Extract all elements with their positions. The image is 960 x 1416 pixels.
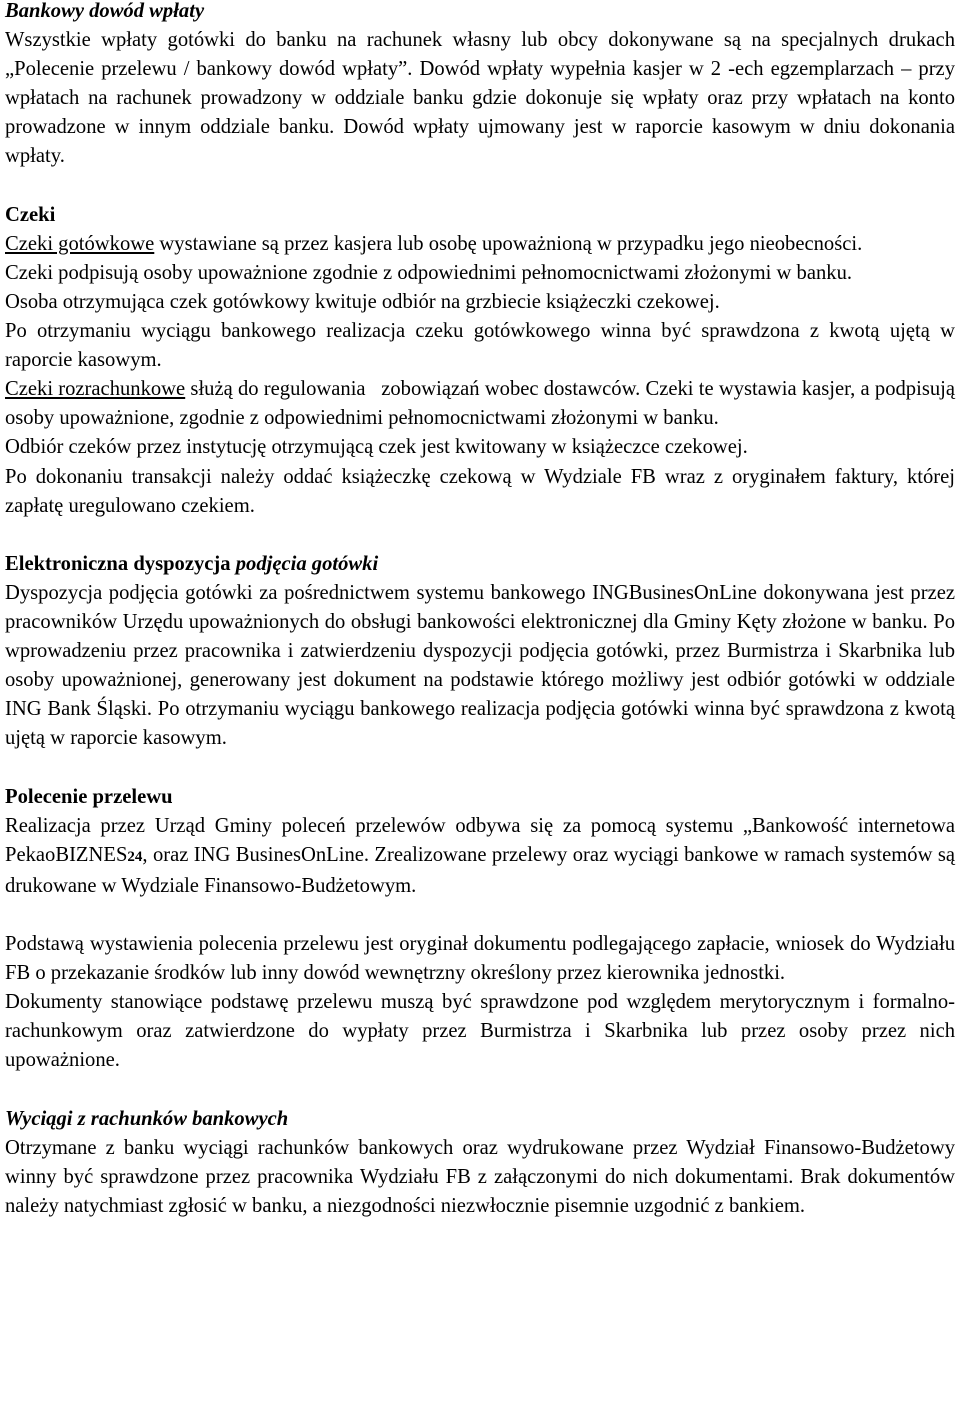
heading-bold-part: Elektroniczna dyspozycja [5,552,236,575]
paragraph: Osoba otrzymująca czek gotówkowy kwituje odbiór na grzbiecie książeczki czekowej. [5,290,720,313]
section-heading: Bankowy dowód wpłaty [5,0,205,22]
section-bank-deposit [5,0,955,172]
spacer [5,901,955,930]
section-cheques [5,201,960,521]
paragraph-text: służą do regulowania zobowiązań wobec dostawców. Czeki te wystawia kasjer, a podpisują osoby upoważnione, zgodnie z odpowiednimi pełnomocnictwami złożonymi w banku. [5,378,960,430]
heading-bold-italic-part: podjęcia gotówki [235,552,379,575]
section-bank-statements [5,1105,955,1221]
paragraph [5,812,955,901]
spacer [5,172,955,201]
paragraph: Czeki podpisują osoby upoważnione zgodnie z odpowiednimi pełnomocnictwami złożonymi w banku. [5,261,853,284]
paragraph: Otrzymane z banku wyciągi rachunków bankowych oraz wydrukowane przez Wydział Finansowo-Budżetowy winny być sprawdzone przez pracownika Wydziału FB z załączonymi do nich dokumentami. Brak dokumentów należy natychmiast zgłosić w banku, a niezgodności niezwłocznie pisemnie uzgodnić z bankiem. [5,1136,955,1217]
section-heading: Czeki [5,203,56,226]
section-electronic-withdrawal [5,550,955,754]
section-transfer-order [5,783,955,1076]
paragraph: Odbiór czeków przez instytucję otrzymującą czek jest kwitowany w książeczce czekowej. [5,436,748,459]
paragraph: Dokumenty stanowiące podstawę przelewu muszą być sprawdzone pod względem merytorycznym i formalno-rachunkowym oraz zatwierdzone do wypłaty przez Burmistrza i Skarbnika lub przez osoby przez nich upoważnione. [5,991,955,1072]
paragraph: Po dokonaniu transakcji należy oddać książeczkę czekową w Wydziale FB wraz z oryginałem faktury, której zapłatę uregulowano czekiem. [5,465,955,517]
paragraph: Podstawą wystawienia polecenia przelewu jest oryginał dokumentu podlegającego zapłacie, wniosek do Wydziału FB o przekazanie środków lub inny dowód wewnętrzny określony przez kierownika jednostki. [5,933,955,985]
paragraph: Po otrzymaniu wyciągu bankowego realizacja czeku gotówkowego winna być sprawdzona z kwotą ujętą w raporcie kasowym. [5,320,955,372]
section-heading: Wyciągi z rachunków bankowych [5,1107,289,1130]
paragraph [5,230,955,259]
section-heading [5,550,955,579]
spacer [5,753,955,782]
paragraph: Dyspozycja podjęcia gotówki za pośrednictwem systemu bankowego INGBusinesOnLine dokonywana jest przez pracowników Urzędu upoważnionych do obsługi bankowości elektronicznej dla Gminy Kęty złożone w banku. Po wprowadzeniu przez pracownika i zatwierdzeniu dyspozycji podjęcia gotówki, przez Burmistrza i Skarbnika lub osoby upoważnionej, generowany jest dokument na podstawie którego możliwy jest odbiór gotówki w oddziale ING Bank Śląski. Po otrzymaniu wyciągu bankowego realizacja podjęcia gotówki winna być sprawdzona z kwotą ujętą w raporcie kasowym. [5,581,955,750]
underlined-term: Czeki gotówkowe [5,232,155,255]
spacer [5,521,955,550]
spacer [5,1075,955,1104]
paragraph-text: , oraz ING BusinesOnLine. Zrealizowane przelewy oraz wyciągi bankowe w ramach systemów są drukowane w Wydziale Finansowo-Budżetowym. [5,843,955,897]
document-page [5,0,960,1221]
paragraph-text: Realizacja przez Urząd Gminy poleceń przelewów odbywa się za pomocą systemu „Bankowość internetowa PekaoBIZNES [5,814,955,866]
paragraph [5,375,960,433]
paragraph: Wszystkie wpłaty gotówki do banku na rachunek własny lub obcy dokonywane są na specjalnych drukach „Polecenie przelewu / bankowy dowód wpłaty”. Dowód wpłaty wypełnia kasjer w 2 -ech egzemplarzach – przy wpłatach na rachunek prowadzony w oddziale banku gdzie dokonuje się wpłaty oraz przy wpłatach na konto prowadzone w innym oddziale banku. Dowód wpłaty ujmowany jest w raporcie kasowym w dniu dokonania wpłaty. [5,29,955,168]
underlined-term: Czeki rozrachunkowe [5,378,186,401]
paragraph-text: wystawiane są przez kasjera lub osobę upoważnioną w przypadku jego nieobecności. [154,232,863,255]
section-heading: Polecenie przelewu [5,785,173,808]
small-bold-text: 24 [127,848,143,865]
